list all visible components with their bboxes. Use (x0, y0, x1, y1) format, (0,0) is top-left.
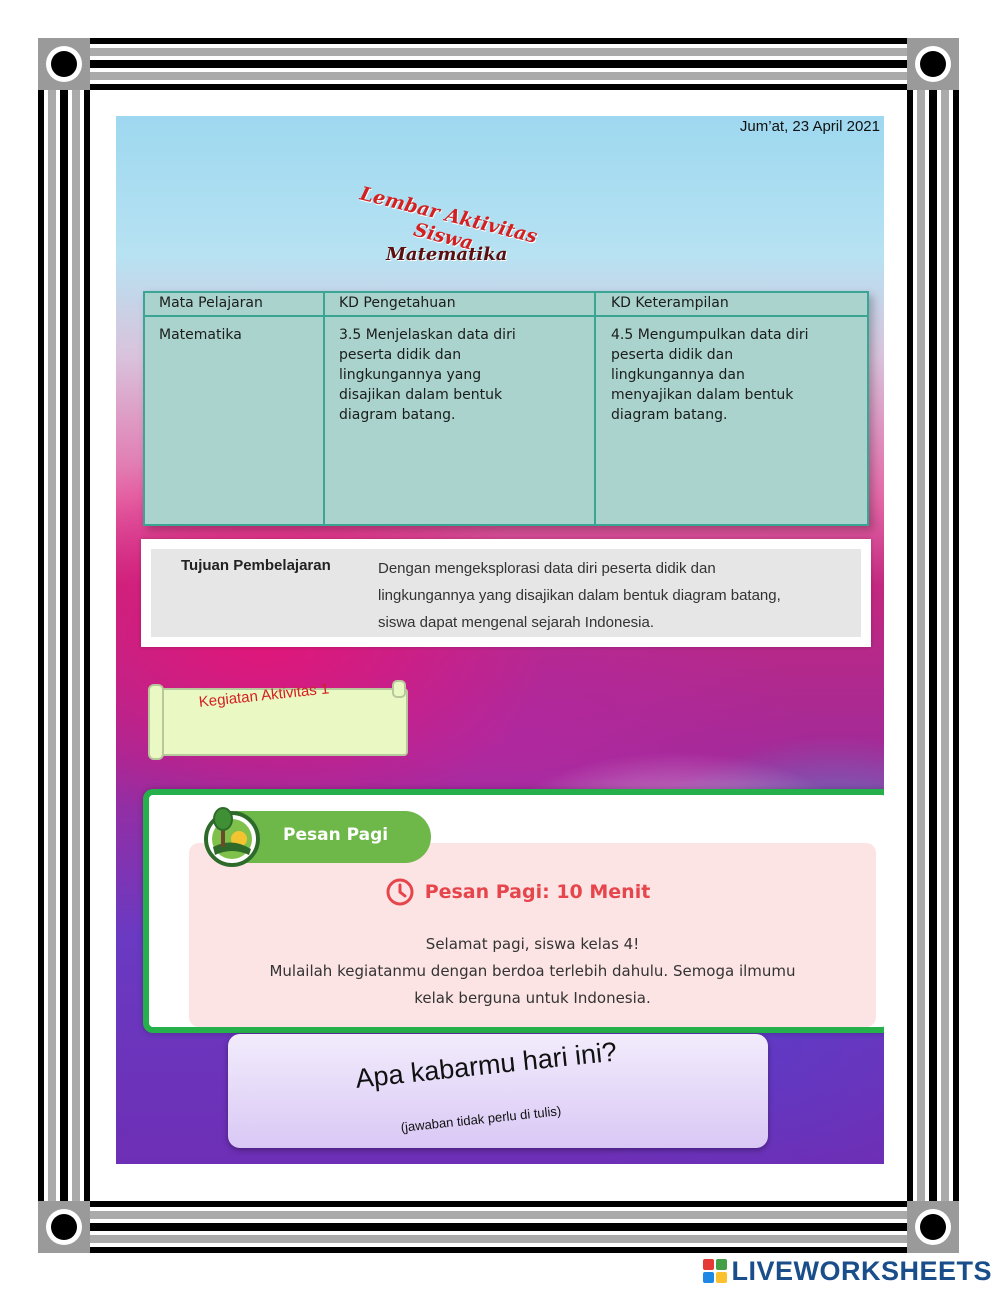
frame-top-border (38, 38, 959, 90)
frame-corner-circle-icon (907, 1201, 959, 1253)
kabar-question-box (228, 1034, 768, 1148)
kd-cell-mapel: Matematika (159, 327, 242, 343)
liveworksheets-logo (703, 1255, 992, 1287)
clock-icon (385, 877, 415, 907)
kd-table (143, 291, 869, 526)
liveworksheets-tiles-icon (703, 1259, 727, 1283)
pesan-pagi-badge: Pesan Pagi (235, 811, 431, 863)
pesan-pagi-time-title: Pesan Pagi: 10 Menit (149, 877, 884, 907)
pesan-pagi-card (143, 789, 884, 1033)
kd-header-keterampilan: KD Keterampilan (611, 295, 729, 311)
scroll-curl-icon (392, 680, 406, 698)
kegiatan-scroll-banner (146, 680, 406, 756)
frame-left-border (38, 38, 90, 1253)
kabar-note: (jawaban tidak perlu di tulis) (400, 1103, 562, 1135)
frame-bottom-border (38, 1201, 959, 1253)
date-label: Jum’at, 23 April 2021 (739, 118, 880, 135)
kabar-question: Apa kabarmu hari ini? (354, 1036, 619, 1094)
frame-corner-circle-icon (38, 1201, 90, 1253)
kd-cell-pengetahuan: 3.5 Menjelaskan data diri peserta didik dan lingkungannya yang disajikan dalam bentuk diagram batang. (339, 327, 516, 423)
tree-sun-logo-icon (199, 803, 265, 869)
kegiatan-label: Kegiatan Aktivitas 1 (198, 680, 330, 711)
scroll-rod-icon (148, 684, 164, 760)
subject-title: Matematika (386, 244, 508, 265)
frame-corner-circle-icon (38, 38, 90, 90)
kd-cell-keterampilan: 4.5 Mengumpulkan data diri peserta didik dan lingkungannya dan menyajikan dalam bentuk diagram batang. (611, 327, 809, 423)
frame-right-border (907, 38, 959, 1253)
pesan-pagi-message: Selamat pagi, siswa kelas 4! Mulailah kegiatanmu dengan berdoa terlebih dahulu. Semoga ilmumu kelak berguna untuk Indonesia. (269, 935, 796, 1007)
tujuan-pembelajaran-box (141, 539, 871, 647)
tujuan-label: Tujuan Pembelajaran (181, 557, 331, 574)
tujuan-text: Dengan mengeksplorasi data diri peserta didik dan lingkungannya yang disajikan dalam bentuk diagram batang, siswa dapat mengenal sejarah Indonesia. (378, 560, 781, 631)
kd-header-pengetahuan: KD Pengetahuan (339, 295, 456, 311)
frame-corner-circle-icon (907, 38, 959, 90)
kd-header-mapel: Mata Pelajaran (159, 295, 263, 311)
brand-name: LIVEWORKSHEETS (731, 1255, 992, 1286)
worksheet-title: Lembar Aktivitas Siswa (357, 182, 540, 255)
worksheet-page (116, 116, 884, 1164)
